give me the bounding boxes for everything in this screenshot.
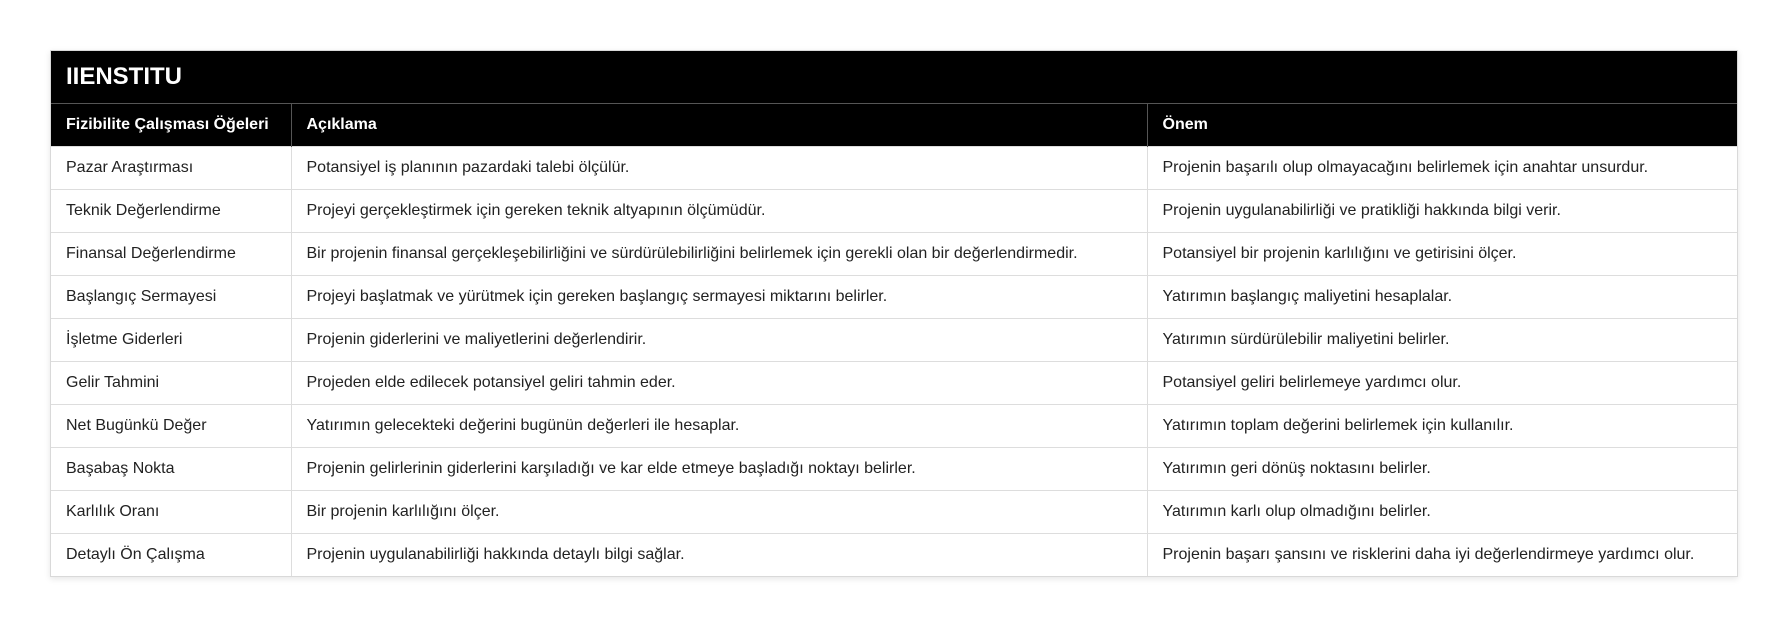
table-body (51, 146, 1737, 576)
cell-description: Bir projenin karlılığını ölçer. (291, 490, 1147, 533)
cell-importance: Projenin uygulanabilirliği ve pratikliği hakkında bilgi verir. (1147, 189, 1737, 232)
table-row (51, 533, 1737, 576)
table-row (51, 146, 1737, 189)
cell-importance: Potansiyel geliri belirlemeye yardımcı olur. (1147, 361, 1737, 404)
cell-description: Projeden elde edilecek potansiyel geliri tahmin eder. (291, 361, 1147, 404)
cell-description: Projenin giderlerini ve maliyetlerini değerlendirir. (291, 318, 1147, 361)
header-cell-elements: Fizibilite Çalışması Öğeleri (51, 104, 291, 146)
cell-element: Finansal Değerlendirme (51, 232, 291, 275)
cell-description: Projeyi başlatmak ve yürütmek için gereken başlangıç sermayesi miktarını belirler. (291, 275, 1147, 318)
table-row (51, 232, 1737, 275)
header-cell-description: Açıklama (291, 104, 1147, 146)
table-row (51, 404, 1737, 447)
cell-importance: Yatırımın toplam değerini belirlemek için kullanılır. (1147, 404, 1737, 447)
cell-description: Yatırımın gelecekteki değerini bugünün değerleri ile hesaplar. (291, 404, 1147, 447)
cell-element: Net Bugünkü Değer (51, 404, 291, 447)
cell-importance: Yatırımın geri dönüş noktasını belirler. (1147, 447, 1737, 490)
cell-description: Bir projenin finansal gerçekleşebilirliğini ve sürdürülebilirliğini belirlemek için gerekli olan bir değerlendirmedir. (291, 232, 1147, 275)
cell-element: Karlılık Oranı (51, 490, 291, 533)
cell-description: Projeyi gerçekleştirmek için gereken teknik altyapının ölçümüdür. (291, 189, 1147, 232)
cell-importance: Yatırımın başlangıç maliyetini hesaplalar. (1147, 275, 1737, 318)
feasibility-table-card (50, 50, 1738, 577)
cell-element: Detaylı Ön Çalışma (51, 533, 291, 576)
cell-description: Projenin uygulanabilirliği hakkında detaylı bilgi sağlar. (291, 533, 1147, 576)
feasibility-table (51, 104, 1737, 576)
cell-importance: Potansiyel bir projenin karlılığını ve getirisini ölçer. (1147, 232, 1737, 275)
header-row (51, 104, 1737, 146)
cell-description: Potansiyel iş planının pazardaki talebi ölçülür. (291, 146, 1147, 189)
table-title: IIENSTITU (51, 51, 1737, 104)
table-header (51, 104, 1737, 146)
header-cell-importance: Önem (1147, 104, 1737, 146)
table-row (51, 447, 1737, 490)
table-row (51, 275, 1737, 318)
cell-importance: Yatırımın karlı olup olmadığını belirler. (1147, 490, 1737, 533)
cell-element: İşletme Giderleri (51, 318, 291, 361)
cell-importance: Projenin başarılı olup olmayacağını belirlemek için anahtar unsurdur. (1147, 146, 1737, 189)
table-row (51, 189, 1737, 232)
table-row (51, 318, 1737, 361)
table-row (51, 490, 1737, 533)
cell-element: Gelir Tahmini (51, 361, 291, 404)
cell-element: Teknik Değerlendirme (51, 189, 291, 232)
cell-importance: Yatırımın sürdürülebilir maliyetini belirler. (1147, 318, 1737, 361)
cell-element: Başlangıç Sermayesi (51, 275, 291, 318)
cell-element: Başabaş Nokta (51, 447, 291, 490)
cell-element: Pazar Araştırması (51, 146, 291, 189)
cell-importance: Projenin başarı şansını ve risklerini daha iyi değerlendirmeye yardımcı olur. (1147, 533, 1737, 576)
cell-description: Projenin gelirlerinin giderlerini karşıladığı ve kar elde etmeye başladığı noktayı belirler. (291, 447, 1147, 490)
table-row (51, 361, 1737, 404)
